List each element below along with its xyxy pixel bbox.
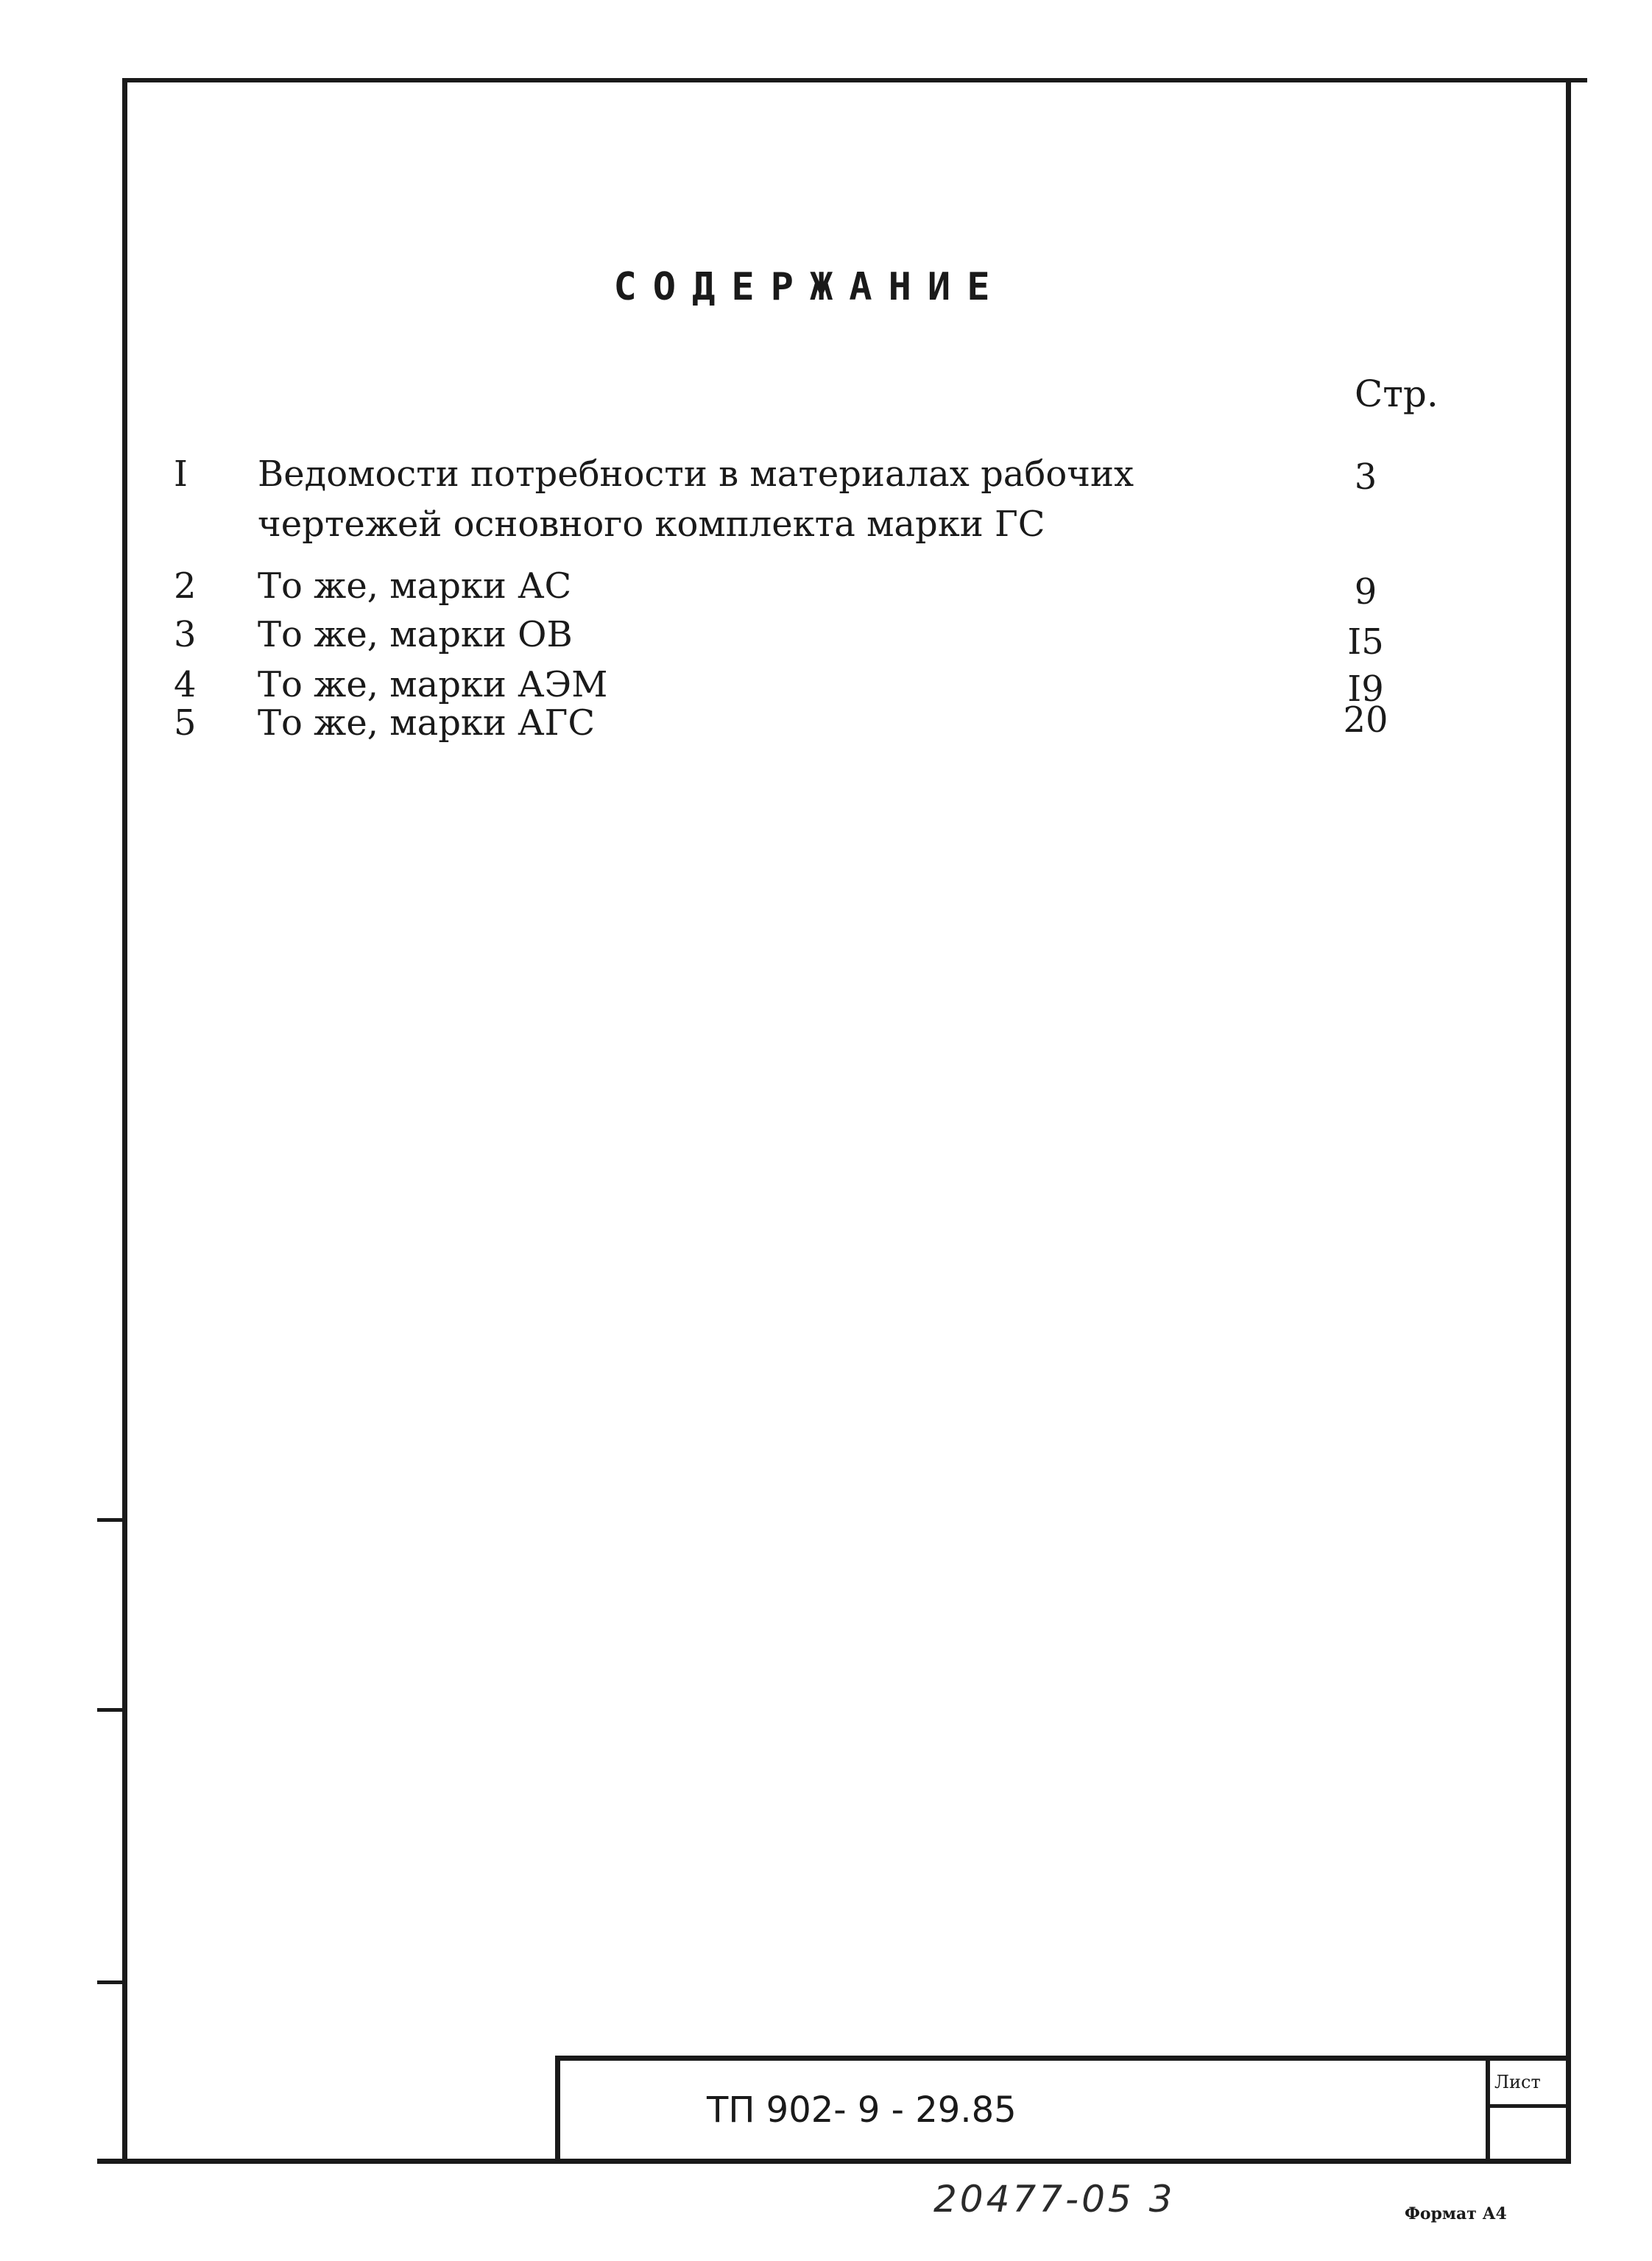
entry-text: Ведомости потребности в материалах рабочих <box>258 454 1134 495</box>
margin-tick <box>97 1518 127 1522</box>
entry-number: 2 <box>174 565 197 607</box>
entry-number: I <box>174 454 188 495</box>
entry-page: 3 <box>1354 456 1377 498</box>
frame-top-border <box>122 78 1587 82</box>
format-label: Формат А4 <box>1405 2204 1507 2223</box>
page-column-header: Стр. <box>1355 373 1439 415</box>
entry-number: 5 <box>174 702 197 744</box>
frame-left-border <box>122 78 127 2163</box>
entry-number: 3 <box>174 614 197 655</box>
handwritten-number: 20477-05 3 <box>933 2178 1176 2221</box>
page-title: СОДЕРЖАНИЕ <box>613 265 1006 309</box>
title-block-sheet-line <box>1486 2104 1571 2108</box>
entry-page: 9 <box>1354 571 1377 613</box>
entry-page: I5 <box>1347 621 1384 663</box>
entry-number: 4 <box>174 664 197 705</box>
document-code: ТП 902- 9 - 29.85 <box>707 2089 1017 2131</box>
margin-tick <box>97 1708 127 1712</box>
entry-text: То же, марки АС <box>258 565 572 607</box>
frame-right-border <box>1566 82 1571 2163</box>
entry-text: чертежей основного комплекта марки ГС <box>258 504 1045 545</box>
title-block-divider <box>1486 2056 1490 2163</box>
sheet-label: Лист <box>1494 2072 1541 2092</box>
margin-tick <box>97 1980 127 1984</box>
entry-page: 20 <box>1343 699 1388 741</box>
entry-text: То же, марки АГС <box>258 702 596 744</box>
entry-text: То же, марки ОВ <box>258 614 573 655</box>
entry-text: То же, марки АЭМ <box>258 664 608 705</box>
entry-page: I9 <box>1347 669 1384 710</box>
